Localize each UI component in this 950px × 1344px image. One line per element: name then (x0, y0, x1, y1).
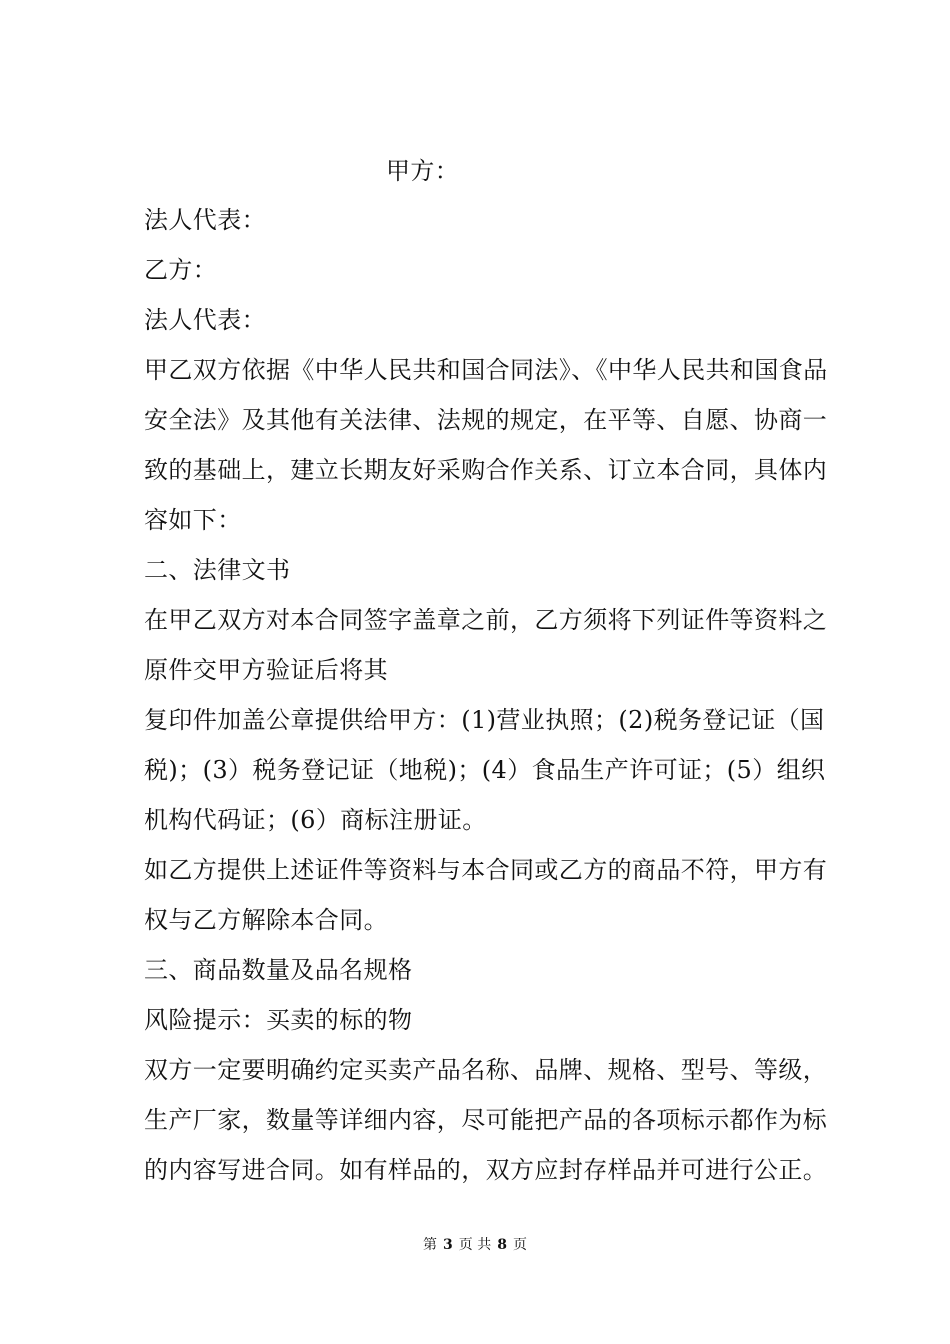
paragraph-line: 容如下： (144, 506, 242, 534)
paragraph-line: 机构代码证；(6）商标注册证。 (144, 806, 487, 834)
paragraph-line: 甲乙双方依据《中华人民共和国合同法》、《中华人民共和国食品 (144, 356, 828, 384)
footer-suffix: 页 (512, 1237, 527, 1253)
paragraph-line: 在甲乙双方对本合同签字盖章之前，乙方须将下列证件等资料之 (144, 606, 828, 634)
paragraph-line: 税)；(3）税务登记证（地税)；(4）食品生产许可证；(5）组织 (144, 756, 826, 784)
paragraph-line: 安全法》及其他有关法律、法规的规定，在平等、自愿、协商一 (144, 406, 828, 434)
footer-middle: 页 共 (458, 1237, 492, 1253)
section-heading: 二、法律文书 (144, 556, 291, 584)
section-heading: 三、商品数量及品名规格 (144, 956, 413, 984)
paragraph-line: 致的基础上，建立长期友好采购合作关系、订立本合同，具体内 (144, 456, 828, 484)
party-b-label: 乙方： (144, 256, 218, 284)
page-footer (0, 1236, 950, 1254)
party-a-label: 甲方： (386, 157, 460, 185)
party-a-representative: 法人代表： (144, 206, 266, 234)
paragraph-line: 的内容写进合同。如有样品的，双方应封存样品并可进行公正。 (144, 1156, 828, 1184)
risk-note: 风险提示：买卖的标的物 (144, 1006, 413, 1034)
paragraph-line: 双方一定要明确约定买卖产品名称、品牌、规格、型号、等级， (144, 1056, 828, 1084)
paragraph-line: 生产厂家，数量等详细内容，尽可能把产品的各项标示都作为标 (144, 1106, 828, 1134)
paragraph-line: 原件交甲方验证后将其 (144, 656, 388, 684)
page-number: 3 (443, 1237, 453, 1253)
party-b-representative: 法人代表： (144, 306, 266, 334)
paragraph-line: 权与乙方解除本合同。 (144, 906, 388, 934)
paragraph-line: 如乙方提供上述证件等资料与本合同或乙方的商品不符，甲方有 (144, 856, 828, 884)
paragraph-line: 复印件加盖公章提供给甲方：(1)营业执照；(2)税务登记证（国 (144, 706, 825, 734)
footer-prefix: 第 (423, 1237, 438, 1253)
total-pages: 8 (497, 1237, 507, 1253)
